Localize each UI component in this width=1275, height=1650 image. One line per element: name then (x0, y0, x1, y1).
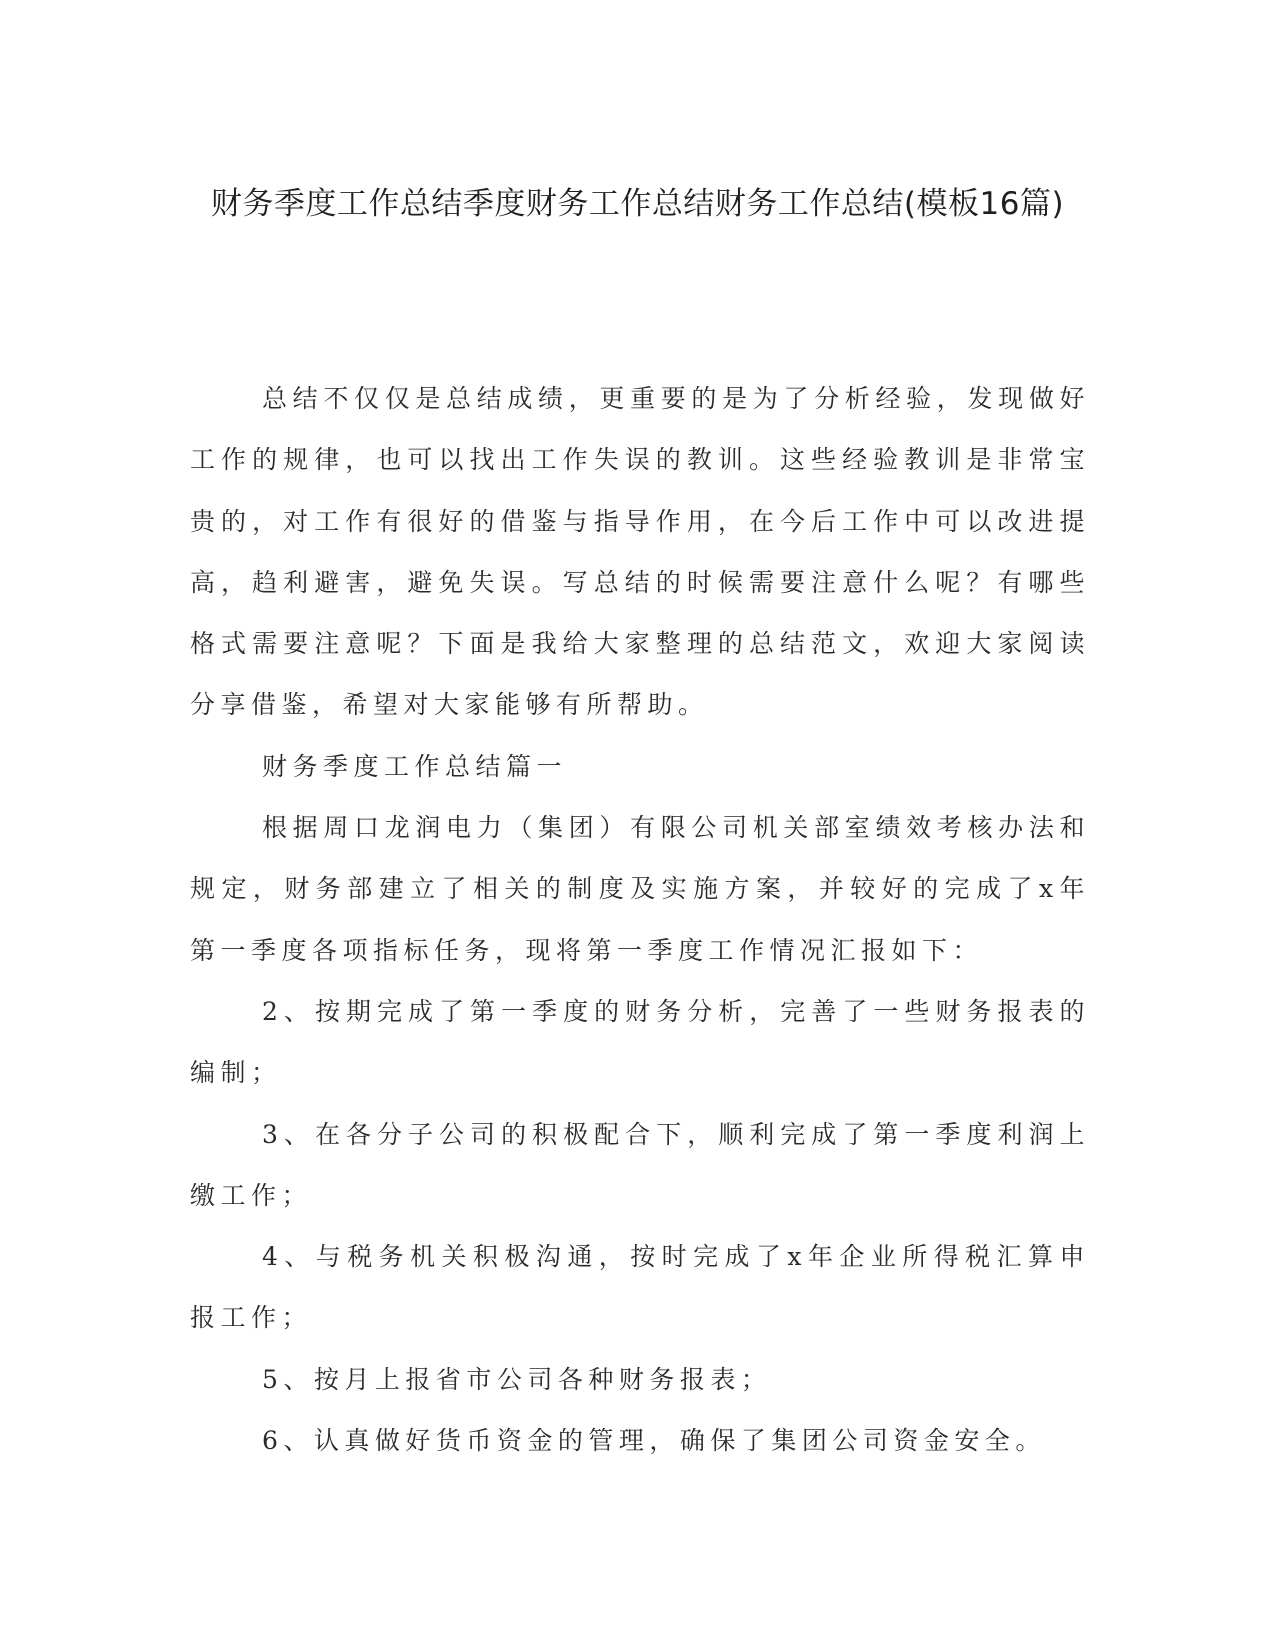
intro-paragraph: 总结不仅仅是总结成绩，更重要的是为了分析经验，发现做好工作的规律，也可以找出工作失误的教训。这些经验教训是非常宝贵的，对工作有很好的借鉴与指导作用，在今后工作中可以改进提高，趋利避害，避免失误。写总结的时候需要注意什么呢？有哪些格式需要注意呢？下面是我给大家整理的总结范文，欢迎大家阅读分享借鉴，希望对大家能够有所帮助。 (190, 384, 1090, 720)
list-item: 4、与税务机关积极沟通，按时完成了x年企业所得税汇算申报工作； (190, 1242, 1090, 1333)
document-body (190, 368, 1090, 1471)
list-item: 6、认真做好货币资金的管理，确保了集团公司资金安全。 (262, 1426, 1046, 1456)
list-item: 3、在各分子公司的积极配合下，顺利完成了第一季度利润上缴工作； (190, 1119, 1090, 1210)
document-title: 财务季度工作总结季度财务工作总结财务工作总结(模板16篇) (210, 186, 1065, 222)
list-item: 5、按月上报省市公司各种财务报表； (262, 1364, 772, 1394)
body-paragraph: 根据周口龙润电力（集团）有限公司机关部室绩效考核办法和规定，财务部建立了相关的制度及实施方案，并较好的完成了x年第一季度各项指标任务，现将第一季度工作情况汇报如下： (190, 813, 1090, 965)
list-item: 2、按期完成了第一季度的财务分析，完善了一些财务报表的编制； (190, 996, 1090, 1088)
section-heading: 财务季度工作总结篇一 (262, 751, 568, 781)
